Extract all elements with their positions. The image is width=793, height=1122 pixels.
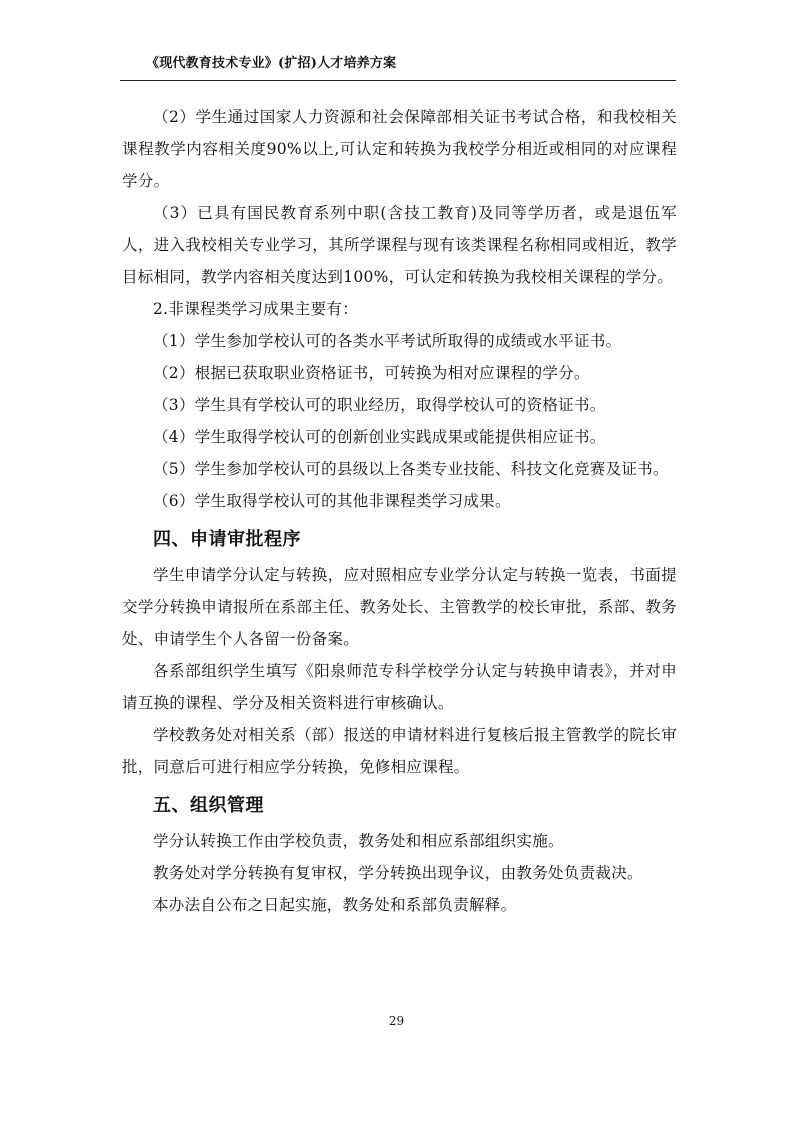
- page-number: 29: [388, 1014, 405, 1028]
- document-body: [122, 101, 677, 921]
- paragraph-review: 学校教务处对相关系（部）报送的申请材料进行复核后报主管教学的院长审批，同意后可进行相应学分转换，免修相应课程。: [122, 726, 677, 776]
- paragraph-effective-date: 本办法自公布之日起实施，教务处和系部负责解释。: [153, 896, 517, 914]
- list-item-competition: （5）学生参加学校认可的县级以上各类专业技能、科技文化竞赛及证书。: [153, 460, 669, 478]
- paragraph-dispute: 教务处对学分转换有复审权，学分转换出现争议，由教务处负责裁决。: [153, 864, 643, 882]
- running-header-title: 《现代教育技术专业》(扩招)人才培养方案: [146, 56, 397, 71]
- paragraph-non-course-intro: 2.非课程类学习成果主要有：: [153, 300, 358, 318]
- header-divider: [120, 80, 676, 81]
- paragraph-application-form: 各系部组织学生填写《阳泉师范专科学校学分认定与转换申请表》，并对申请互换的课程、学分及相关资料进行审核确认。: [122, 662, 677, 712]
- section-heading-management: 五、组织管理: [153, 795, 264, 816]
- paragraph-responsibility: 学分认转换工作由学校负责，教务处和相应系部组织实施。: [153, 832, 564, 850]
- list-item-other-outcomes: （6）学生取得学校认可的其他非课程类学习成果。: [153, 492, 511, 510]
- list-item-work-experience: （3）学生具有学校认可的职业经历，取得学校认可的资格证书。: [153, 396, 606, 414]
- list-item-vocational-cert: （2）根据已获取职业资格证书，可转换为相对应课程的学分。: [153, 364, 590, 382]
- paragraph-credential-exam: （2）学生通过国家人力资源和社会保障部相关证书考试合格，和我校相关课程教学内容相关度90%以上,可认定和转换为我校学分相近或相同的对应课程学分。: [122, 108, 677, 190]
- list-item-innovation: （4）学生取得学校认可的创新创业实践成果或能提供相应证书。: [153, 428, 606, 446]
- list-item-level-exam: （1）学生参加学校认可的各类水平考试所取得的成绩或水平证书。: [153, 332, 622, 350]
- section-heading-approval: 四、申请审批程序: [153, 529, 301, 550]
- paragraph-prior-education: （3）已具有国民教育系列中职(含技工教育)及同等学历者，或是退伍军人，进入我校相关专业学习，其所学课程与现有该类课程名称相同或相近，教学目标相同，教学内容相关度达到100%，可认定和转换为我校相关课程的学分。: [122, 204, 677, 286]
- paragraph-application: 学生申请学分认定与转换，应对照相应专业学分认定与转换一览表，书面提交学分转换申请报所在系部主任、教务处长、主管教学的校长审批，系部、教务处、申请学生个人各留一份备案。: [122, 566, 677, 648]
